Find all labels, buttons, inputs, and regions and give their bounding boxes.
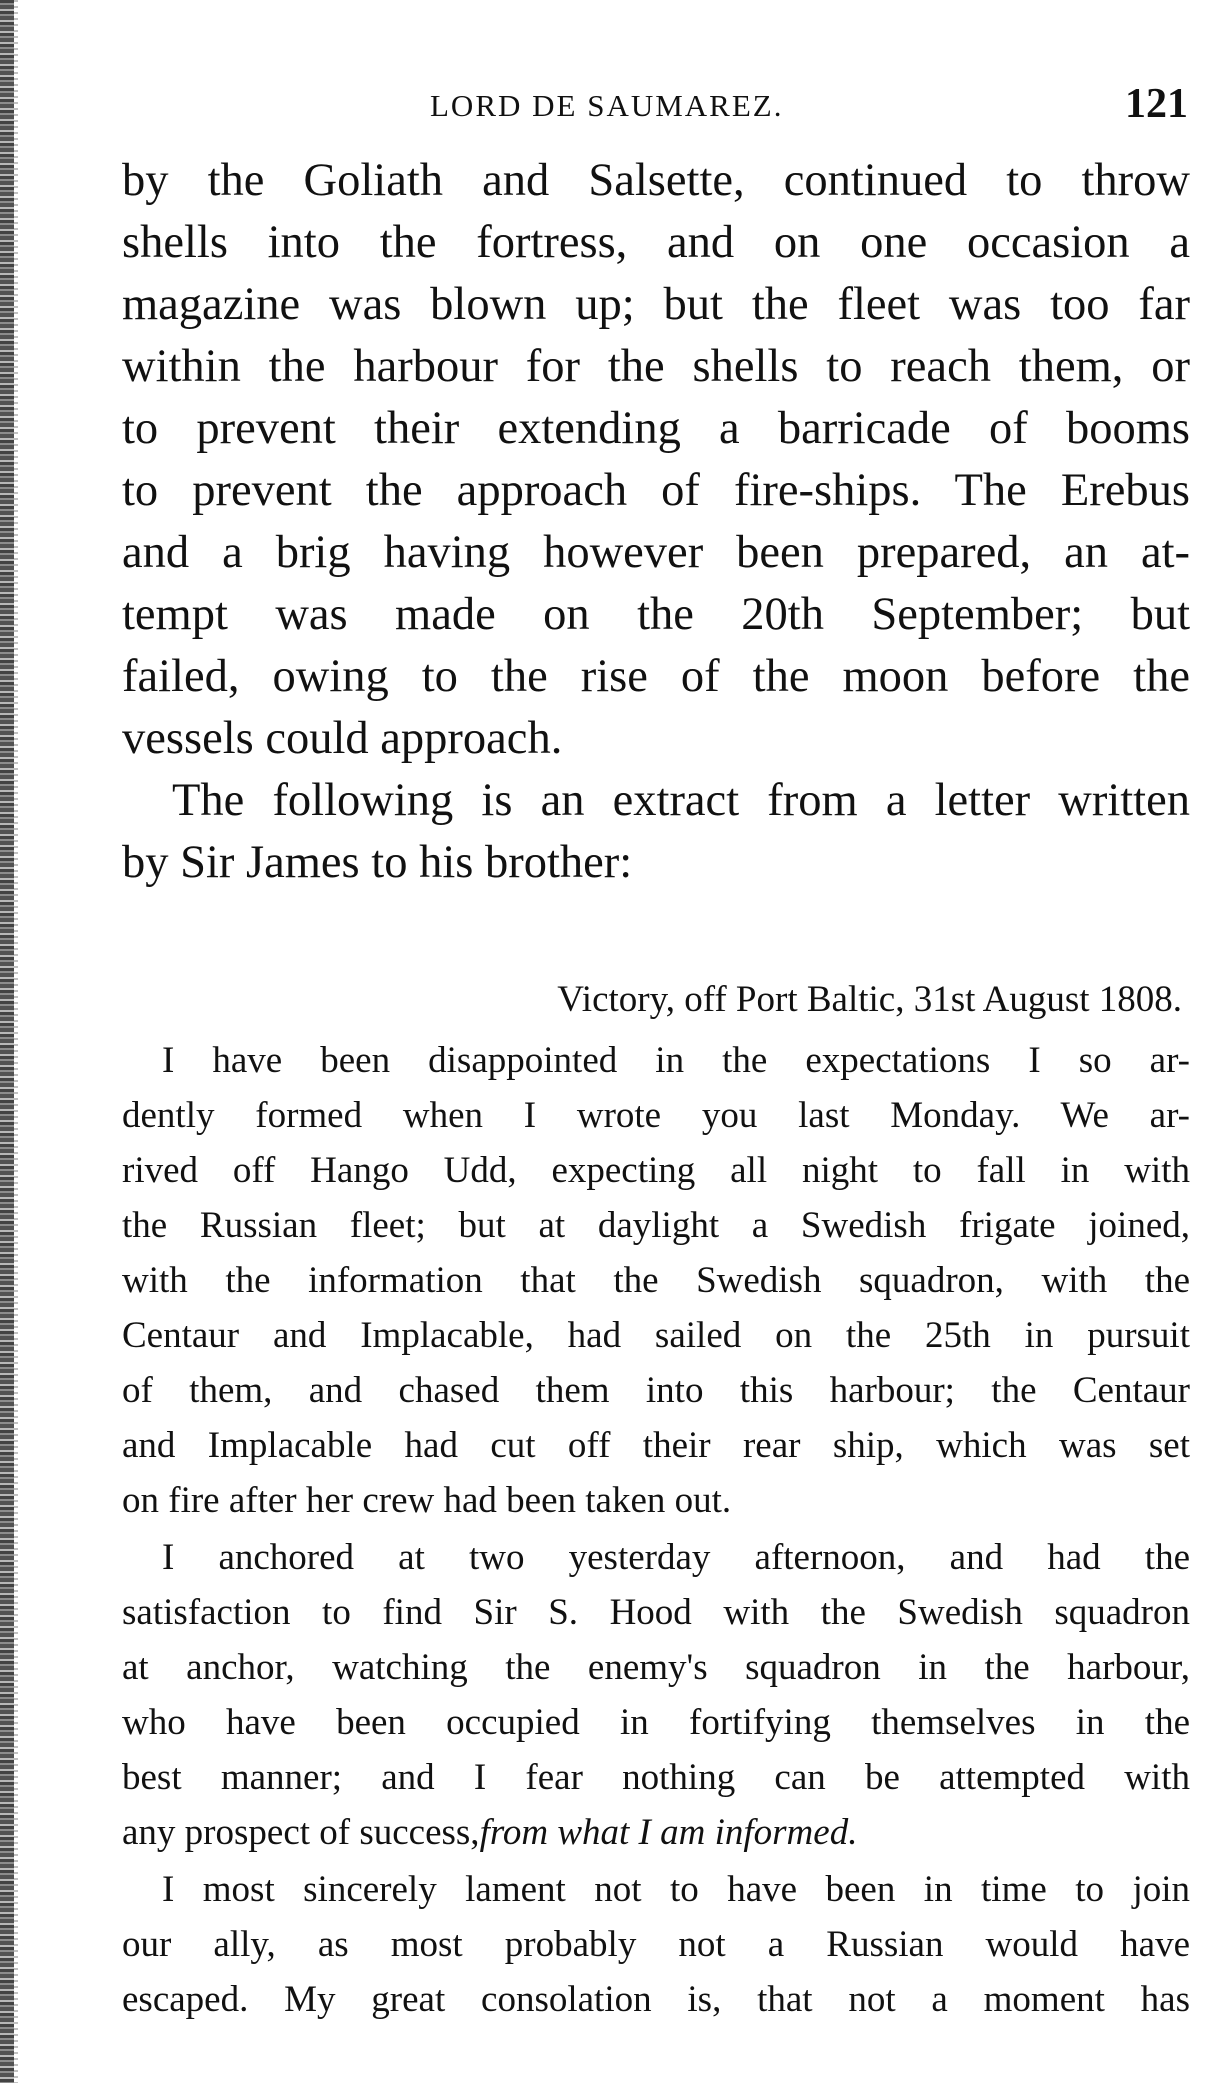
narrative-paragraph-2 [122,770,1190,832]
page-spine-shadow [14,0,18,2083]
text-line: magazine was blown up; but the fleet was too far [122,279,1190,330]
text-line: to prevent their extending a barricade of booms [122,403,1190,454]
text-line: any prospect of success, [122,1812,480,1853]
narrative-text [122,150,1190,894]
letter-paragraph-2-end [122,1805,1190,1860]
narrative-paragraph-1-end [122,708,1190,770]
text-line: best manner; and I fear nothing can be attempted with [122,1757,1190,1798]
text-line: and Implacable had cut off their rear ship, which was set [122,1425,1190,1466]
italic-phrase: from what I am informed. [479,1812,858,1853]
text-line: failed, owing to the rise of the moon before the [122,651,1190,702]
letter-paragraph-1 [122,1033,1190,1473]
letter-paragraph-3 [122,1862,1190,2027]
text-line: rived off Hango Udd, expecting all night to fall in with [122,1150,1190,1191]
text-line: by the Goliath and Salsette, continued to throw [122,155,1190,206]
text-line: and a brig having however been prepared, an at- [122,527,1190,578]
text-line: Centaur and Implacable, had sailed on the 25th in pursuit [122,1315,1190,1356]
text-line: on fire after her crew had been taken out. [122,1480,732,1521]
letter-extract [122,975,1190,2027]
text-line: vessels could approach. [122,713,563,764]
text-line: shells into the fortress, and on one occasion a [122,217,1190,268]
text-line: I anchored at two yesterday afternoon, and had the [162,1537,1190,1578]
letter-paragraph-1-end [122,1473,1190,1528]
narrative-paragraph-2-end [122,832,1190,894]
letter-paragraph-2 [122,1530,1190,1805]
page-number: 121 [1125,81,1188,127]
page-spine-edge [0,0,14,2083]
text-line: dently formed when I wrote you last Monday. We ar- [122,1095,1190,1136]
text-line: our ally, as most probably not a Russian would have [122,1924,1190,1965]
letter-dateline: Victory, off Port Baltic, 31st August 1808. [557,979,1182,1020]
text-line: I most sincerely lament not to have been in time to join [162,1869,1190,1910]
text-line: of them, and chased them into this harbour; the Centaur [122,1370,1190,1411]
text-line: by Sir James to his brother: [122,837,633,888]
text-line: with the information that the Swedish squadron, with the [122,1260,1190,1301]
running-title: LORD DE SAUMAREZ. [430,88,784,123]
text-line: within the harbour for the shells to reach them, or [122,341,1190,392]
narrative-paragraph-1 [122,150,1190,708]
page-header [122,80,1190,140]
text-line: to prevent the approach of fire-ships. The Erebus [122,465,1190,516]
text-line: tempt was made on the 20th September; but [122,589,1190,640]
text-line: escaped. My great consolation is, that not a moment has [122,1979,1190,2020]
text-line: The following is an extract from a letter written [172,775,1190,826]
text-line: I have been disappointed in the expectations I so ar- [162,1040,1190,1081]
text-line: who have been occupied in fortifying themselves in the [122,1702,1190,1743]
text-line: at anchor, watching the enemy's squadron in the harbour, [122,1647,1190,1688]
text-line: satisfaction to find Sir S. Hood with the Swedish squadron [122,1592,1190,1633]
text-line: the Russian fleet; but at daylight a Swedish frigate joined, [122,1205,1190,1246]
